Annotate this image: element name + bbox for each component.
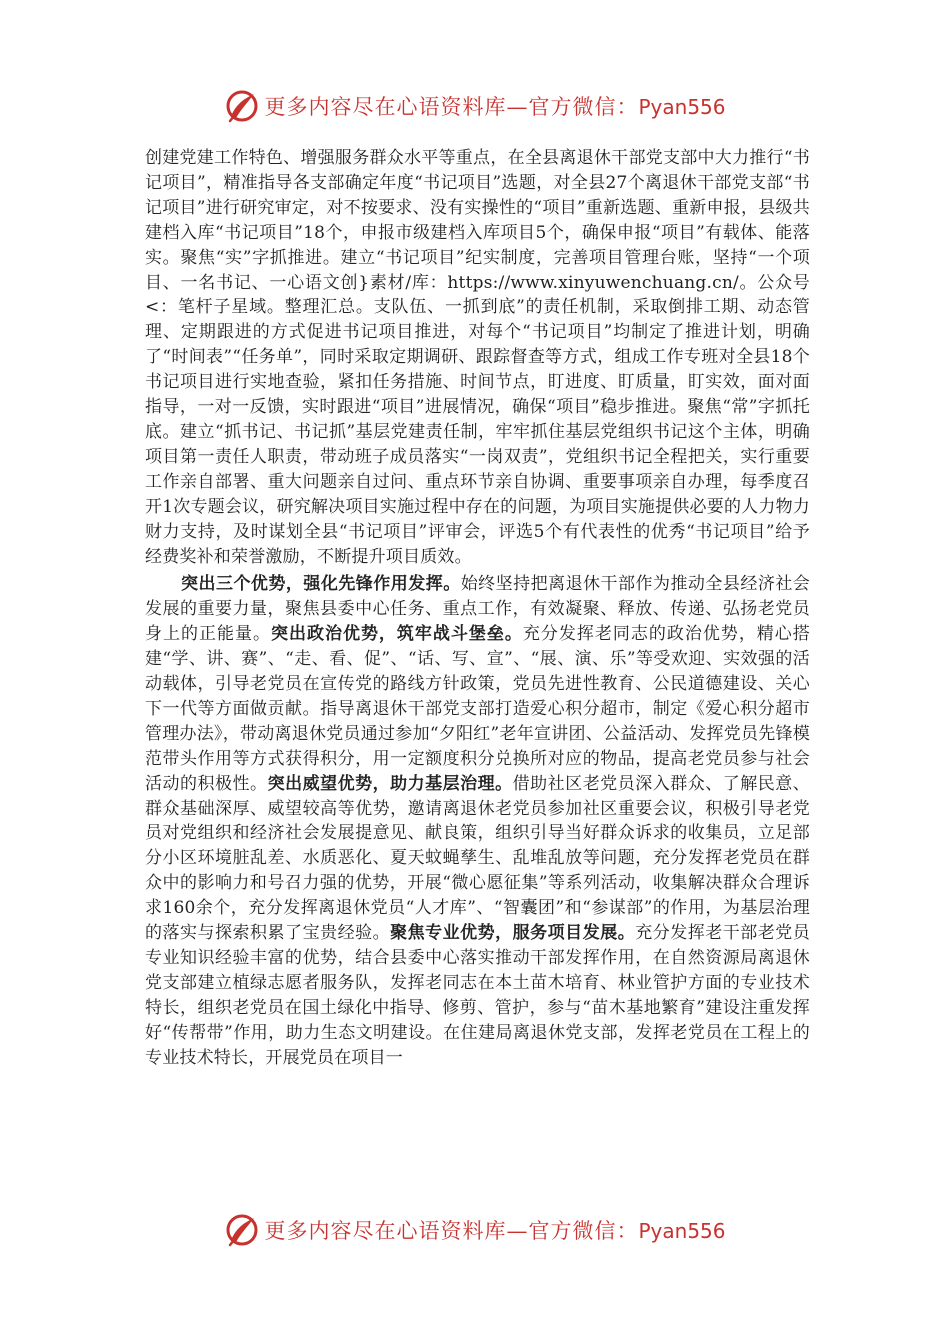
header-banner-text bbox=[264, 91, 725, 121]
paragraph-2 bbox=[145, 572, 810, 1070]
document-body bbox=[145, 146, 810, 1071]
paragraph-1: 创建党建工作特色、增强服务群众水平等重点，在全县离退休干部党支部中大力推行“书记项目”，精准指导各支部确定年度“书记项目”选题，对全县27个离退休干部党支部“书记项目”进行研究审定，对不按要求、没有实操性的“项目”重新选题、重新申报，县级共建档入库“书记项目”18个，申报市级建档入库项目5个，确保申报“项目”有载体、能落实。聚焦“实”字抓推进。建立“书记项目”纪实制度，完善项目管理台账，坚持“一个项目、一名书记、一心语文创}素材/库：https://www.xinyuwenchuang.cn/。公众号<：笔杆子星域。整理汇总。支队伍、一抓到底”的责任机制，采取倒排工期、动态管理、定期跟进的方式促进书记项目推进，对每个“书记项目”均制定了推进计划，明确了“时间表”“任务单”，同时采取定期调研、跟踪督查等方式，组成工作专班对全县18个书记项目进行实地查验，紧扣任务措施、时间节点，盯进度、盯质量，盯实效，面对面指导，一对一反馈，实时跟进“项目”进展情况，确保“项目”稳步推进。聚焦“常”字抓托底。建立“抓书记、书记抓”基层党建责任制，牢牢抓住基层党组织书记这个主体，明确项目第一责任人职责，带动班子成员落实“一岗双责”，党组织书记全程把关，实行重要工作亲自部署、重大问题亲自过问、重点环节亲自协调、重要事项亲自办理，每季度召开1次专题会议，研究解决项目实施过程中存在的问题，为项目实施提供必要的人力物力财力支持，及时谋划全县“书记项目”评审会，评选5个有代表性的优秀“书记项目”给予经费奖补和荣誉激励，不断提升项目质效。 bbox=[145, 148, 810, 567]
footer-banner-text bbox=[264, 1215, 725, 1245]
paragraph-2-text-2: 充分发挥老同志的政治优势，精心搭建“学、讲、赛”、“走、看、促”、“话、写、宣”、“展、演、乐”等受欢迎、实效强的活动载体，引导老党员在宣传党的路线方针政策，党员先进性教育、公民道德建设、关心下一代等方面做贡献。指导离退休干部党支部打造爱心积分超市，制定《爱心积分超市管理办法》，带动离退休党员通过参加“夕阳红”老年宣讲团、公益活动、发挥党员先锋模范带头作用等方式获得积分，用一定额度积分兑换所对应的物品，提高老党员参与社会活动的积极性。 bbox=[145, 624, 810, 794]
footer-banner-code: Pyan556 bbox=[638, 1219, 726, 1243]
paragraph-2-text-4: 充分发挥老干部老党员专业知识经验丰富的优势，结合县委中心落实推动干部发挥作用，在自然资源局离退休党支部建立植绿志愿者服务队，发挥老同志在本土苗木培育、林业管护方面的专业技术特长，组织老党员在国土绿化中指导、修剪、管护，参与“苗木基地繁育”建设注重发挥好“传帮带”作用，助力生态文明建设。在住建局离退休党支部，发挥老党员在工程上的专业技术特长，开展党员在项目一 bbox=[145, 923, 810, 1068]
subheading-professional: 聚焦专业优势，服务项目发展。 bbox=[390, 923, 636, 944]
subheading-political: 突出政治优势，筑牢战斗堡垒。 bbox=[270, 624, 523, 645]
paragraph-2-text-3: 借助社区老党员深入群众、了解民意、群众基础深厚、威望较高等优势，邀请离退休老党员参加社区重要会议，积极引导老党员对党组织和经济社会发展提意见、献良策，组织引导当好群众诉求的收集员，立足部分小区环境脏乱差、水质恶化、夏天蚊蝇孳生、乱堆乱放等问题，充分发挥老党员在群众中的影响力和号召力强的优势，开展“微心愿征集”等系列活动，收集解决群众合理诉求160余个，充分发挥离退休党员“人才库”、“智囊团”和“参谋部”的作用，为基层治理的落实与探索积累了宝贵经验。 bbox=[145, 773, 810, 944]
section-heading: 突出三个优势，强化先锋作用发挥。 bbox=[181, 574, 461, 595]
header-banner-label: 更多内容尽在心语资料库—官方微信： bbox=[264, 95, 639, 119]
footer-banner bbox=[0, 1210, 950, 1250]
subheading-prestige: 突出威望优势，助力基层治理。 bbox=[267, 773, 513, 794]
xinyu-logo-icon bbox=[224, 88, 260, 124]
header-banner-code: Pyan556 bbox=[638, 95, 726, 119]
header-banner bbox=[0, 86, 950, 126]
paragraph-2-text-1: 始终坚持把离退休干部作为推动全县经济社会发展的重要力量，聚焦县委中心任务、重点工作，有效凝聚、释放、传递、弘扬老党员身上的正能量。 bbox=[145, 574, 811, 645]
footer-banner-label: 更多内容尽在心语资料库—官方微信： bbox=[264, 1219, 639, 1243]
xinyu-logo-icon bbox=[224, 1212, 260, 1248]
